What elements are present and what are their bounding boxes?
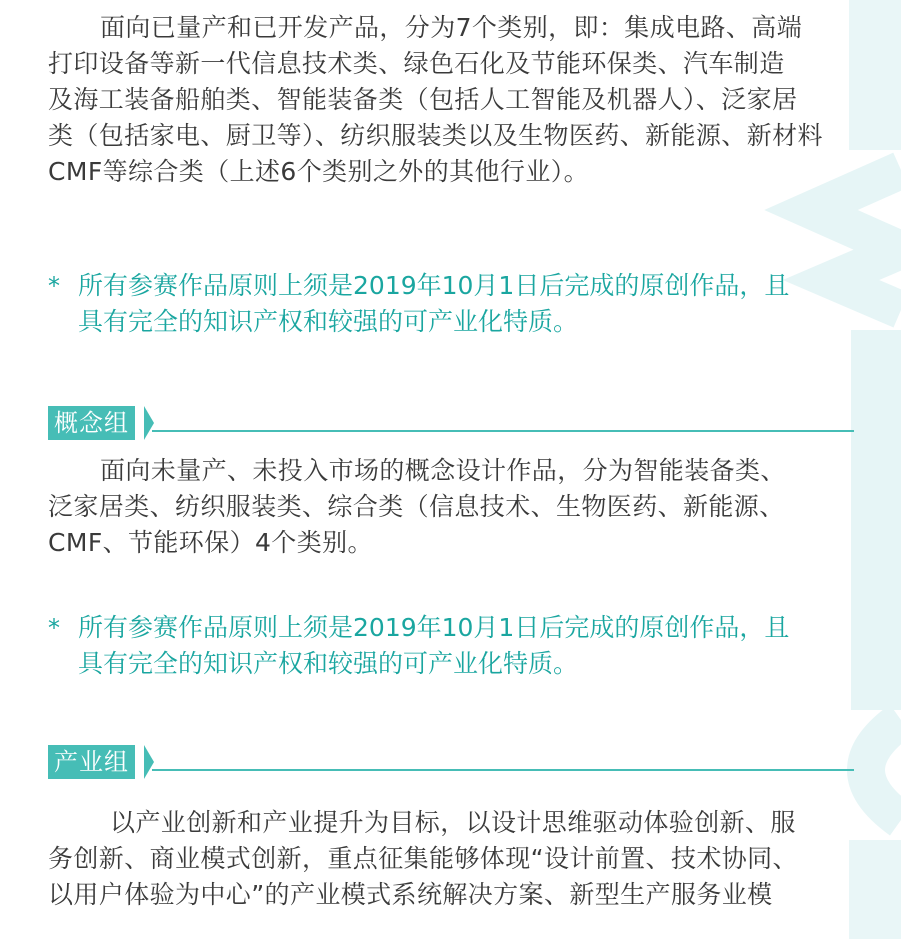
note-original-works-2 xyxy=(48,610,868,682)
section-title-concept: 概念组 xyxy=(48,406,135,440)
note-original-works-1 xyxy=(48,268,868,340)
paragraph-concept: 面向未量产、未投入市场的概念设计作品，分为智能装备类、 泛家居类、纺织服装类、综合类（信息技术、生物医药、新能源、 CMF、节能环保）4个类别。 xyxy=(48,456,786,557)
tab-notch-icon xyxy=(144,406,154,440)
paragraph-products: 面向已量产和已开发产品，分为7个类别，即：集成电路、高端 打印设备等新一代信息技术类、绿色石化及节能环保类、汽车制造 及海工装备船舶类、智能装备类（包括人工智能及机器人）、泛家居 类（包括家电、厨卫等）、纺织服装类以及生物医药、新能源、新材料 CMF等综合类（上述6个类别之外的其他行业）。 xyxy=(48,13,823,186)
note-text: 所有参赛作品原则上须是2019年10月1日后完成的原创作品，且 具有完全的知识产权和较强的可产业化特质。 xyxy=(78,271,790,336)
section-title-industry: 产业组 xyxy=(48,745,135,779)
section-rule xyxy=(152,430,854,432)
asterisk-icon: * xyxy=(48,272,60,300)
section-header-industry xyxy=(48,745,854,779)
section-rule xyxy=(152,769,854,771)
tab-notch-icon xyxy=(144,745,154,779)
asterisk-icon: * xyxy=(48,614,60,642)
paragraph-industry: 以产业创新和产业提升为目标，以设计思维驱动体验创新、服 务创新、商业模式创新，重点征集能够体现“设计前置、技术协同、 以用户体验为中心”的产业模式系统解决方案、新型生产服务业模 xyxy=(48,808,798,909)
section-header-concept xyxy=(48,406,854,440)
note-text: 所有参赛作品原则上须是2019年10月1日后完成的原创作品，且 具有完全的知识产权和较强的可产业化特质。 xyxy=(78,613,790,678)
